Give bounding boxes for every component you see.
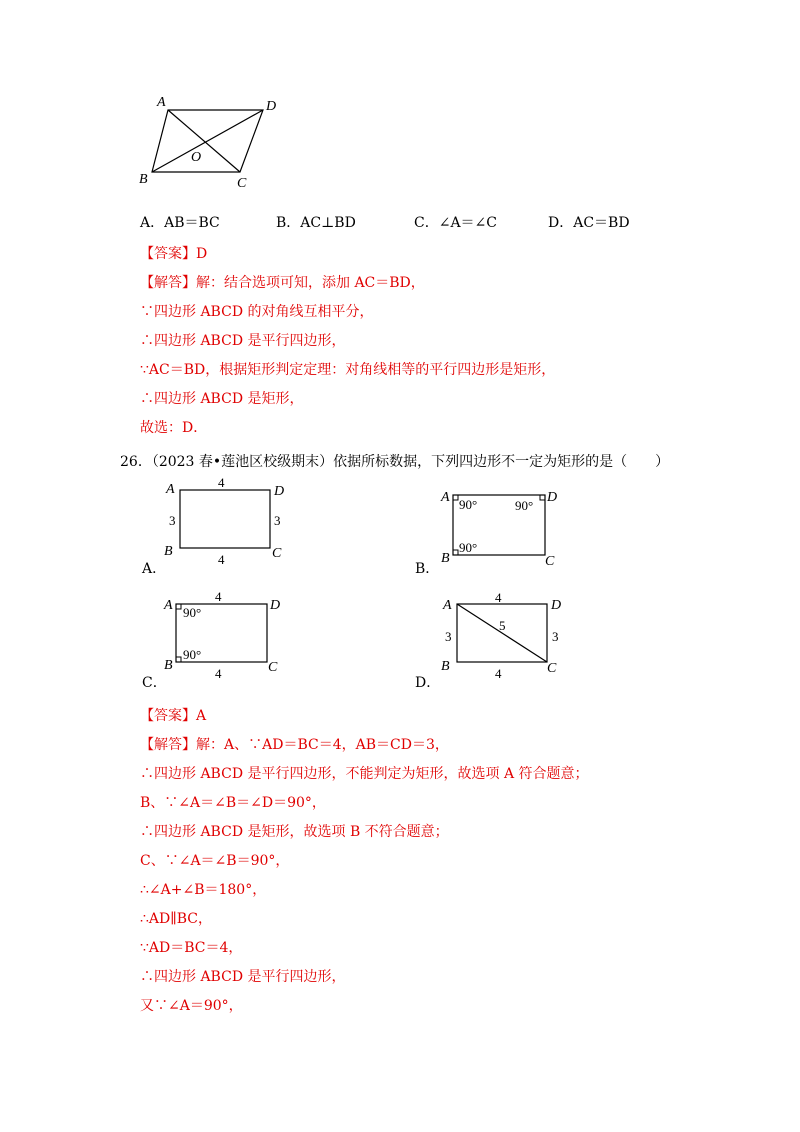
svg-text:B: B: [164, 658, 173, 673]
fig-a-right: 3: [274, 513, 281, 528]
solution-26-line-7: ∴AD∥BC，: [140, 911, 212, 927]
diagonal-ac: [168, 110, 240, 172]
option-d-label: D．: [415, 675, 441, 691]
label-b: B: [139, 172, 148, 187]
figure-option-b: [435, 485, 575, 575]
choice-b: B．AC⊥BD: [276, 215, 356, 231]
option-a-label: A．: [142, 561, 167, 577]
solution-26-line-4: ∴四边形 ABCD 是矩形，故选项 B 不符合题意；: [140, 824, 449, 840]
choice-c: C．∠A＝∠C: [414, 215, 497, 231]
svg-text:B: B: [441, 551, 450, 566]
svg-text:D: D: [547, 490, 558, 505]
figure-option-c: [160, 588, 300, 683]
diagonal-bd: [152, 110, 263, 172]
diagonal-d: [457, 604, 547, 662]
label-d: D: [266, 99, 277, 114]
option-c-label: C．: [142, 675, 167, 691]
fig-a-left: 3: [169, 513, 176, 528]
svg-text:D: D: [270, 598, 281, 613]
label-c: C: [237, 176, 247, 191]
question-26: 26．（2023 春•莲池区校级期末）依据所标数据，下列四边形不一定为矩形的是（ ）: [120, 454, 670, 470]
choice-a: A．AB＝BC: [140, 215, 220, 231]
fig-d-left: 3: [445, 629, 452, 644]
solution-26-line-6: ∴∠A+∠B＝180°，: [140, 882, 267, 898]
fig-a-bottom: 4: [218, 552, 225, 567]
svg-text:D: D: [551, 598, 562, 613]
solution-25-line-4: ∵AC＝BD，根据矩形判定定理：对角线相等的平行四边形是矩形，: [140, 362, 556, 378]
solution-25-line-2: ∵四边形 ABCD 的对角线互相平分，: [140, 304, 374, 320]
svg-text:C: C: [272, 546, 282, 561]
solution-26-line-2: ∴四边形 ABCD 是平行四边形，不能判定为矩形，故选项 A 符合题意；: [140, 766, 589, 782]
option-b-label: B．: [415, 561, 440, 577]
fig-b-angle-d: 90°: [515, 498, 534, 513]
fig-d-right: 3: [552, 629, 559, 644]
fig-c-bottom: 4: [215, 666, 222, 681]
svg-text:A: A: [443, 598, 452, 613]
fig-c-angle-a: 90°: [183, 605, 202, 620]
fig-a-top: 4: [218, 475, 225, 490]
solution-25-line-6: 故选：D．: [140, 420, 208, 436]
q25-choices: [140, 212, 780, 234]
solution-25-line-3: ∴四边形 ABCD 是平行四边形，: [140, 333, 346, 349]
fig-b-angle-b: 90°: [459, 540, 478, 555]
answer-25: 【答案】D: [140, 246, 208, 262]
svg-text:C: C: [268, 660, 278, 675]
figure-option-a: [160, 476, 300, 566]
svg-text:C: C: [547, 661, 557, 676]
label-o: O: [191, 150, 202, 165]
fig-d-bottom: 4: [495, 666, 502, 681]
fig-c-angle-b: 90°: [183, 647, 202, 662]
svg-text:A: A: [166, 482, 175, 497]
solution-26-line-8: ∵AD＝BC＝4，: [140, 940, 243, 956]
parallelogram-figure: [130, 90, 290, 195]
svg-text:C: C: [545, 554, 555, 569]
fig-d-top: 4: [495, 590, 502, 605]
answer-26: 【答案】A: [140, 708, 207, 724]
solution-25-line-5: ∴四边形 ABCD 是矩形，: [140, 391, 304, 407]
fig-c-top: 4: [215, 589, 222, 604]
choice-d: D．AC＝BD: [548, 215, 630, 231]
svg-text:B: B: [164, 544, 173, 559]
solution-26-line-5: C、∵∠A＝∠B＝90°，: [140, 853, 290, 869]
figure-option-d: [435, 588, 575, 683]
rect-a: [180, 490, 270, 548]
solution-25-line-1: 【解答】解：结合选项可知，添加 AC＝BD，: [140, 275, 425, 291]
svg-text:B: B: [441, 659, 450, 674]
svg-text:D: D: [274, 484, 285, 499]
solution-26-line-10: 又∵∠A＝90°，: [140, 998, 243, 1014]
label-a: A: [157, 95, 166, 110]
solution-26-line-3: B、∵∠A＝∠B＝∠D＝90°，: [140, 795, 326, 811]
fig-d-diag: 5: [499, 618, 506, 633]
svg-text:A: A: [164, 598, 173, 613]
solution-26-line-1: 【解答】解：A、∵AD＝BC＝4，AB＝CD＝3，: [140, 737, 449, 753]
solution-26-line-9: ∴四边形 ABCD 是平行四边形，: [140, 969, 346, 985]
svg-text:A: A: [441, 490, 450, 505]
fig-b-angle-a: 90°: [459, 497, 478, 512]
